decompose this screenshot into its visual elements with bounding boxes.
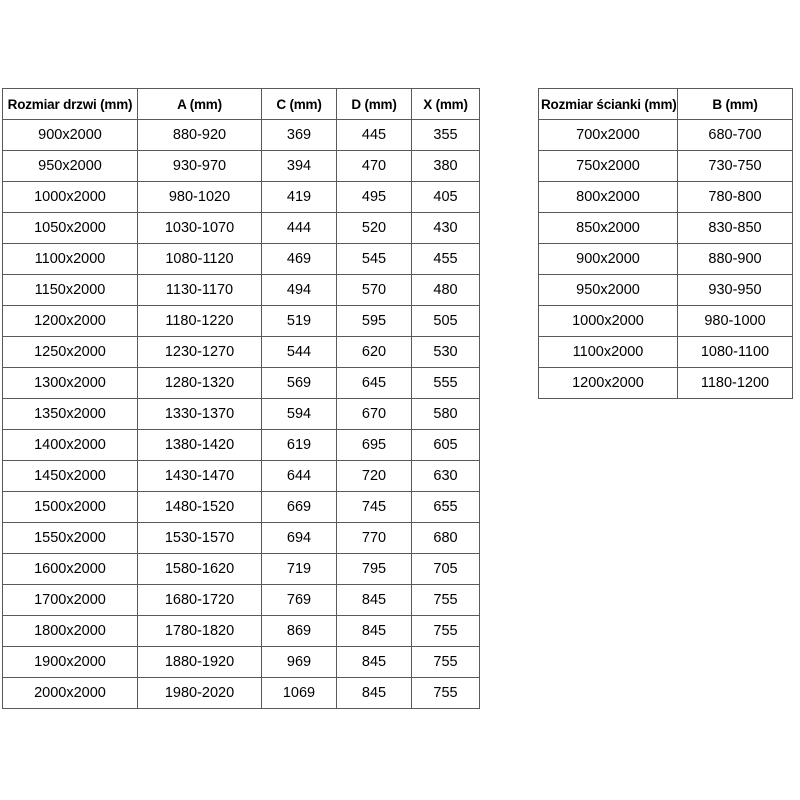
table-cell: 670 <box>337 399 412 430</box>
table-cell: 569 <box>262 368 337 399</box>
table-row <box>3 461 480 492</box>
table-cell: 470 <box>337 151 412 182</box>
table-cell: 1200x2000 <box>539 368 678 399</box>
door-sizes-table <box>2 88 480 709</box>
table-cell: 1780-1820 <box>138 616 262 647</box>
column-header: D (mm) <box>337 89 412 120</box>
table-cell: 1080-1120 <box>138 244 262 275</box>
table-cell: 380 <box>412 151 480 182</box>
table-row <box>3 244 480 275</box>
table-row <box>3 523 480 554</box>
table-cell: 544 <box>262 337 337 368</box>
table-cell: 1230-1270 <box>138 337 262 368</box>
table-cell: 369 <box>262 120 337 151</box>
table-cell: 1000x2000 <box>3 182 138 213</box>
table-cell: 1430-1470 <box>138 461 262 492</box>
table-cell: 680-700 <box>678 120 793 151</box>
table-cell: 1530-1570 <box>138 523 262 554</box>
table-row <box>3 430 480 461</box>
table-row <box>539 368 793 399</box>
table-cell: 705 <box>412 554 480 585</box>
table-cell: 545 <box>337 244 412 275</box>
table-cell: 520 <box>337 213 412 244</box>
table-cell: 1300x2000 <box>3 368 138 399</box>
table-cell: 1480-1520 <box>138 492 262 523</box>
table-cell: 969 <box>262 647 337 678</box>
table-cell: 1069 <box>262 678 337 709</box>
table-cell: 1580-1620 <box>138 554 262 585</box>
table-cell: 700x2000 <box>539 120 678 151</box>
table-cell: 845 <box>337 616 412 647</box>
table-cell: 644 <box>262 461 337 492</box>
table-cell: 469 <box>262 244 337 275</box>
table-cell: 850x2000 <box>539 213 678 244</box>
table-cell: 669 <box>262 492 337 523</box>
table-cell: 594 <box>262 399 337 430</box>
table-cell: 1000x2000 <box>539 306 678 337</box>
table-row <box>3 616 480 647</box>
table-cell: 570 <box>337 275 412 306</box>
table-cell: 730-750 <box>678 151 793 182</box>
table-row <box>3 492 480 523</box>
table-row <box>3 678 480 709</box>
wall-sizes-table <box>538 88 793 399</box>
table-cell: 1700x2000 <box>3 585 138 616</box>
table-cell: 1180-1200 <box>678 368 793 399</box>
column-header: C (mm) <box>262 89 337 120</box>
table-cell: 1250x2000 <box>3 337 138 368</box>
table-cell: 630 <box>412 461 480 492</box>
table-cell: 880-920 <box>138 120 262 151</box>
table-cell: 1100x2000 <box>539 337 678 368</box>
table-cell: 694 <box>262 523 337 554</box>
table-cell: 1080-1100 <box>678 337 793 368</box>
table-cell: 845 <box>337 647 412 678</box>
table-cell: 950x2000 <box>3 151 138 182</box>
table-cell: 755 <box>412 678 480 709</box>
table-cell: 869 <box>262 616 337 647</box>
table-row <box>539 213 793 244</box>
table-row <box>3 585 480 616</box>
table-row <box>3 368 480 399</box>
table-cell: 755 <box>412 647 480 678</box>
table-cell: 495 <box>337 182 412 213</box>
table-cell: 845 <box>337 678 412 709</box>
table-cell: 769 <box>262 585 337 616</box>
table-cell: 780-800 <box>678 182 793 213</box>
table-cell: 645 <box>337 368 412 399</box>
table-row <box>3 399 480 430</box>
table-cell: 930-970 <box>138 151 262 182</box>
table-cell: 1030-1070 <box>138 213 262 244</box>
column-header: B (mm) <box>678 89 793 120</box>
table-cell: 1980-2020 <box>138 678 262 709</box>
table-cell: 1180-1220 <box>138 306 262 337</box>
table-cell: 755 <box>412 585 480 616</box>
table-row <box>3 275 480 306</box>
table-row <box>539 151 793 182</box>
table-cell: 1350x2000 <box>3 399 138 430</box>
table-cell: 619 <box>262 430 337 461</box>
table-row <box>539 306 793 337</box>
table-cell: 750x2000 <box>539 151 678 182</box>
wall-table-header-row <box>539 89 793 120</box>
table-cell: 795 <box>337 554 412 585</box>
table-row <box>3 306 480 337</box>
table-cell: 1800x2000 <box>3 616 138 647</box>
table-cell: 419 <box>262 182 337 213</box>
table-cell: 1100x2000 <box>3 244 138 275</box>
table-row <box>539 182 793 213</box>
column-header: Rozmiar drzwi (mm) <box>3 89 138 120</box>
table-cell: 530 <box>412 337 480 368</box>
column-header: A (mm) <box>138 89 262 120</box>
table-row <box>3 554 480 585</box>
table-cell: 1150x2000 <box>3 275 138 306</box>
table-cell: 494 <box>262 275 337 306</box>
table-cell: 1880-1920 <box>138 647 262 678</box>
table-row <box>3 182 480 213</box>
table-cell: 1050x2000 <box>3 213 138 244</box>
table-cell: 930-950 <box>678 275 793 306</box>
table-cell: 519 <box>262 306 337 337</box>
table-row <box>539 337 793 368</box>
table-cell: 405 <box>412 182 480 213</box>
table-cell: 580 <box>412 399 480 430</box>
table-cell: 1680-1720 <box>138 585 262 616</box>
table-row <box>539 275 793 306</box>
table-row <box>3 120 480 151</box>
table-cell: 719 <box>262 554 337 585</box>
table-cell: 900x2000 <box>539 244 678 275</box>
table-cell: 1500x2000 <box>3 492 138 523</box>
table-cell: 620 <box>337 337 412 368</box>
table-cell: 800x2000 <box>539 182 678 213</box>
table-cell: 1330-1370 <box>138 399 262 430</box>
table-cell: 950x2000 <box>539 275 678 306</box>
table-cell: 745 <box>337 492 412 523</box>
table-cell: 394 <box>262 151 337 182</box>
table-cell: 880-900 <box>678 244 793 275</box>
table-cell: 680 <box>412 523 480 554</box>
table-cell: 1200x2000 <box>3 306 138 337</box>
table-cell: 430 <box>412 213 480 244</box>
table-row <box>3 151 480 182</box>
table-cell: 1550x2000 <box>3 523 138 554</box>
table-row <box>539 120 793 151</box>
table-cell: 605 <box>412 430 480 461</box>
table-cell: 1130-1170 <box>138 275 262 306</box>
column-header: X (mm) <box>412 89 480 120</box>
table-cell: 444 <box>262 213 337 244</box>
table-cell: 655 <box>412 492 480 523</box>
door-table-header-row <box>3 89 480 120</box>
table-cell: 455 <box>412 244 480 275</box>
table-cell: 770 <box>337 523 412 554</box>
table-cell: 980-1020 <box>138 182 262 213</box>
table-cell: 1450x2000 <box>3 461 138 492</box>
table-row <box>3 337 480 368</box>
table-cell: 355 <box>412 120 480 151</box>
table-cell: 505 <box>412 306 480 337</box>
table-cell: 1380-1420 <box>138 430 262 461</box>
table-cell: 695 <box>337 430 412 461</box>
table-cell: 1280-1320 <box>138 368 262 399</box>
table-cell: 2000x2000 <box>3 678 138 709</box>
table-cell: 595 <box>337 306 412 337</box>
table-cell: 980-1000 <box>678 306 793 337</box>
table-cell: 480 <box>412 275 480 306</box>
table-cell: 555 <box>412 368 480 399</box>
table-cell: 845 <box>337 585 412 616</box>
table-row <box>539 244 793 275</box>
table-cell: 1900x2000 <box>3 647 138 678</box>
table-row <box>3 213 480 244</box>
table-cell: 720 <box>337 461 412 492</box>
table-cell: 1600x2000 <box>3 554 138 585</box>
table-cell: 755 <box>412 616 480 647</box>
column-header: Rozmiar ścianki (mm) <box>539 89 678 120</box>
table-cell: 445 <box>337 120 412 151</box>
table-cell: 900x2000 <box>3 120 138 151</box>
table-cell: 1400x2000 <box>3 430 138 461</box>
table-cell: 830-850 <box>678 213 793 244</box>
table-row <box>3 647 480 678</box>
